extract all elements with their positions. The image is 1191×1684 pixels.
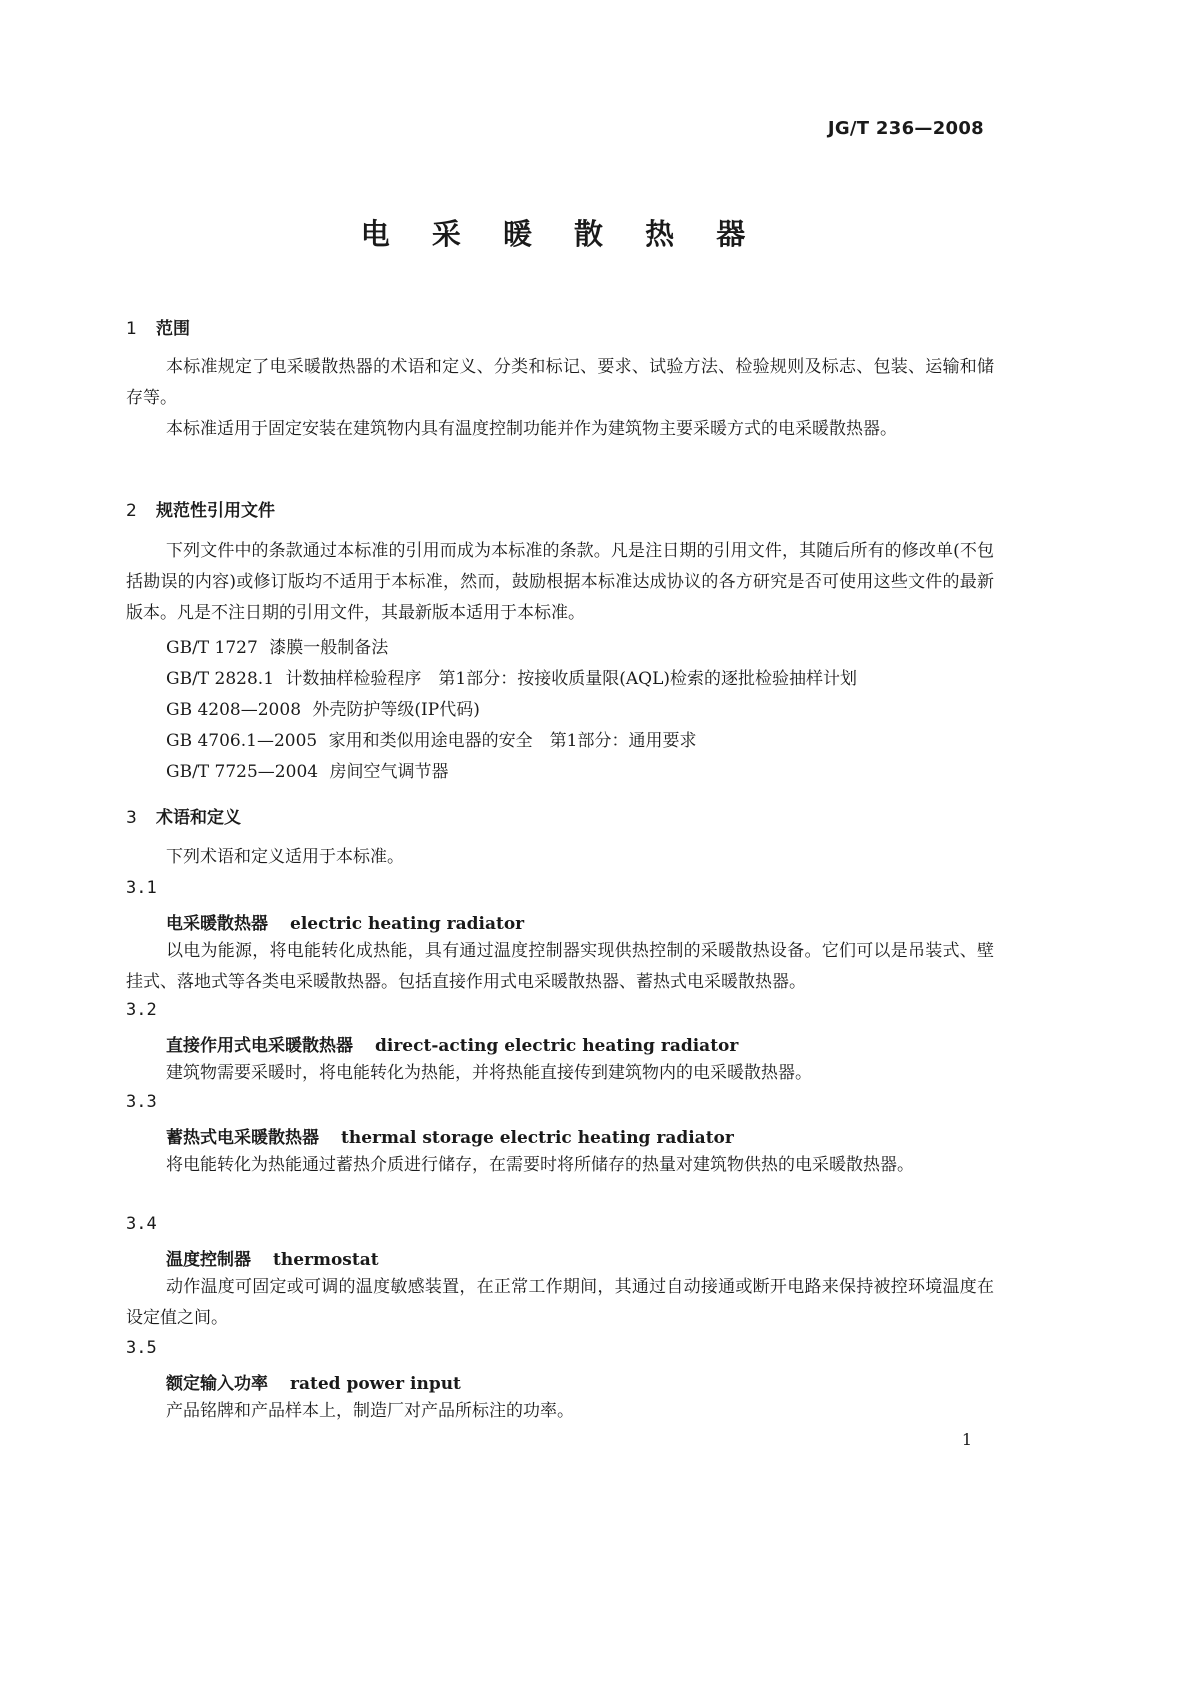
paragraph: 本标准适用于固定安装在建筑物内具有温度控制功能并作为建筑物主要采暖方式的电采暖散热器。 xyxy=(166,419,897,439)
document-title: 电 采 暖 散 热 器 xyxy=(360,217,762,251)
reference-title: 家用和类似用途电器的安全 第1部分：通用要求 xyxy=(328,731,697,751)
reference-code: GB/T 2828.1 xyxy=(166,669,275,689)
reference-item xyxy=(166,664,857,689)
reference-code: GB 4706.1—2005 xyxy=(166,731,318,751)
section-heading xyxy=(126,803,241,828)
section-heading xyxy=(126,314,190,339)
term-number: 3.3 xyxy=(126,1092,157,1112)
reference-item xyxy=(166,633,388,658)
term-heading xyxy=(166,1369,461,1394)
term-definition: 以电为能源，将电能转化成热能，具有通过温度控制器实现供热控制的采暖散热设备。它们可以是吊装式、壁挂式、落地式等各类电采暖散热器。包括直接作用式电采暖散热器、蓄热式电采暖散热器。 xyxy=(126,941,994,992)
term-name-zh: 电采暖散热器 xyxy=(166,914,268,934)
term-heading xyxy=(166,1031,738,1056)
section-number: 3 xyxy=(126,808,137,828)
section-number: 2 xyxy=(126,501,137,521)
term-number: 3.2 xyxy=(126,1000,157,1020)
reference-item xyxy=(166,695,480,720)
reference-title: 漆膜一般制备法 xyxy=(269,638,389,658)
reference-title: 计数抽样检验程序 第1部分：按接收质量限(AQL)检索的逐批检验抽样计划 xyxy=(285,669,858,689)
paragraph: 本标准规定了电采暖散热器的术语和定义、分类和标记、要求、试验方法、检验规则及标志、包装、运输和储存等。 xyxy=(126,357,994,408)
term-name-zh: 额定输入功率 xyxy=(166,1374,268,1394)
term-heading xyxy=(166,1123,734,1148)
reference-code: GB 4208—2008 xyxy=(166,700,302,720)
term-name-en: thermal storage electric heating radiator xyxy=(341,1128,734,1148)
term-number: 3.1 xyxy=(126,878,157,898)
section-title: 术语和定义 xyxy=(156,808,241,828)
section-title: 规范性引用文件 xyxy=(156,501,275,521)
reference-code: GB/T 1727 xyxy=(166,638,258,658)
term-definition: 将电能转化为热能通过蓄热介质进行储存，在需要时将所储存的热量对建筑物供热的电采暖散热器。 xyxy=(166,1155,914,1175)
reference-item xyxy=(166,726,696,751)
section-title: 范围 xyxy=(156,319,190,339)
term-heading xyxy=(166,1245,379,1270)
reference-title: 外壳防护等级(IP代码) xyxy=(312,700,480,720)
section-number: 1 xyxy=(126,319,137,339)
term-name-zh: 温度控制器 xyxy=(166,1250,251,1270)
term-definition: 建筑物需要采暖时，将电能转化为热能，并将热能直接传到建筑物内的电采暖散热器。 xyxy=(166,1063,812,1083)
term-heading xyxy=(166,909,524,934)
reference-item xyxy=(166,757,448,782)
standard-code: JG/T 236—2008 xyxy=(827,118,984,139)
term-name-en: thermostat xyxy=(273,1250,379,1270)
reference-title: 房间空气调节器 xyxy=(329,762,449,782)
reference-code: GB/T 7725—2004 xyxy=(166,762,319,782)
term-definition: 产品铭牌和产品样本上，制造厂对产品所标注的功率。 xyxy=(166,1401,574,1421)
term-name-en: rated power input xyxy=(290,1374,461,1394)
page-number: 1 xyxy=(961,1430,972,1449)
paragraph: 下列文件中的条款通过本标准的引用而成为本标准的条款。凡是注日期的引用文件，其随后所有的修改单(不包括勘误的内容)或修订版均不适用于本标准，然而，鼓励根据本标准达成协议的各方研究是否可使用这些文件的最新版本。凡是不注日期的引用文件，其最新版本适用于本标准。 xyxy=(126,541,994,623)
term-definition: 动作温度可固定或可调的温度敏感装置，在正常工作期间，其通过自动接通或断开电路来保持被控环境温度在设定值之间。 xyxy=(126,1277,994,1328)
paragraph: 下列术语和定义适用于本标准。 xyxy=(166,847,404,867)
term-number: 3.4 xyxy=(126,1214,157,1234)
term-number: 3.5 xyxy=(126,1338,157,1358)
term-name-zh: 蓄热式电采暖散热器 xyxy=(166,1128,319,1148)
term-name-en: direct-acting electric heating radiator xyxy=(375,1036,739,1056)
term-name-en: electric heating radiator xyxy=(290,914,525,934)
section-heading xyxy=(126,496,275,521)
term-name-zh: 直接作用式电采暖散热器 xyxy=(166,1036,353,1056)
